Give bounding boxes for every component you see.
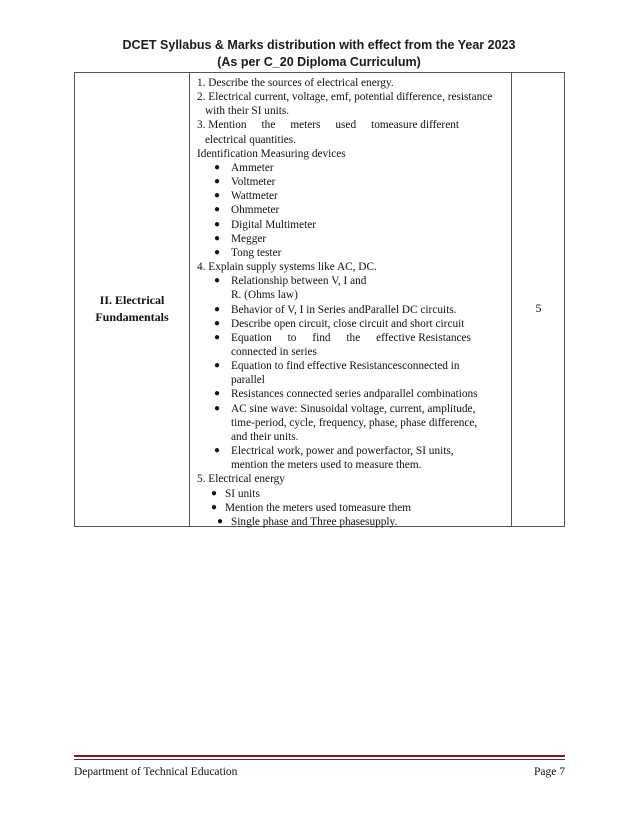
content-line: 5. Electrical energy (197, 473, 285, 486)
list-item: ● Electrical work, power and powerfactor, SI units, (214, 445, 454, 458)
footer-page-number: Page 7 (534, 766, 565, 778)
list-item-continuation: R. (Ohms law) (231, 289, 298, 302)
word: tomeasure different (371, 119, 459, 132)
list-item: ● Ohmmeter (214, 204, 280, 217)
footer-rule (74, 759, 565, 760)
bullet-icon: ● (214, 176, 221, 188)
list-item: ● Resistances connected series andparallel combinations (214, 388, 478, 401)
word: meters (290, 119, 321, 132)
topic-title-line: Fundamentals (95, 310, 169, 324)
bullet-icon: ● (211, 487, 218, 499)
bullet-icon: ● (214, 232, 221, 244)
list-item: ● Describe open circuit, close circuit and short circuit (214, 317, 465, 330)
list-item: ● Voltmeter (214, 176, 276, 189)
list-item-continuation: connected in series (231, 345, 317, 358)
content-line: 4. Explain supply systems like AC, DC. (197, 261, 377, 274)
bullet-icon: ● (214, 402, 221, 414)
word: the (261, 119, 276, 132)
list-item: ● Wattmeter (214, 190, 278, 203)
marks-cell: 5 (535, 301, 542, 315)
footer-department: Department of Technical Education (74, 766, 238, 778)
content-line: 2. Electrical current, voltage, emf, potential difference, resistance (197, 91, 493, 104)
list-item: ● Megger (214, 232, 267, 245)
word: Equation (231, 331, 272, 344)
bullet-icon: ● (214, 190, 221, 202)
list-item: ● Mention the meters used tomeasure them (211, 501, 412, 514)
document-header-title: DCET Syllabus & Marks distribution with effect from the Year 2023 (122, 38, 516, 52)
footer-rule (74, 755, 565, 757)
bullet-icon: ● (214, 303, 221, 315)
bullet-icon: ● (214, 445, 221, 457)
content-line: 1. Describe the sources of electrical energy. (197, 77, 394, 89)
bullet-icon: ● (214, 360, 221, 372)
content-line (197, 118, 507, 132)
content-line: with their SI units. (205, 105, 290, 118)
list-item: ● Digital Multimeter (214, 218, 317, 231)
content-line: electrical quantities. (205, 133, 296, 146)
topic-cell (75, 292, 189, 326)
list-item: ● Tong tester (214, 246, 282, 259)
bullet-icon: ● (214, 331, 221, 343)
word: 3. Mention (197, 119, 247, 132)
list-item-continuation: parallel (231, 374, 265, 387)
word: to (287, 331, 297, 344)
list-item: ● Equation to find effective Resistancesconnected in (214, 360, 460, 373)
topic-title-line: II. Electrical (99, 293, 165, 307)
list-item-continuation: mention the meters used to measure them. (231, 459, 422, 472)
word: the (346, 331, 361, 344)
list-item: ● Relationship between V, I and (214, 275, 367, 288)
bullet-icon: ● (211, 501, 218, 513)
list-item: ● Single phase and Three phasesupply. (217, 515, 398, 528)
bullet-icon: ● (214, 317, 221, 329)
column-divider (511, 73, 512, 526)
bullet-icon: ● (214, 218, 221, 230)
list-item: ● Behavior of V, I in Series andParallel DC circuits. (214, 303, 457, 316)
list-item: ● AC sine wave: Sinusoidal voltage, current, amplitude, (214, 402, 476, 415)
bullet-icon: ● (214, 275, 221, 287)
column-divider (189, 73, 190, 526)
bullet-icon: ● (217, 515, 224, 527)
list-item-continuation: and their units. (231, 430, 299, 443)
content-cell (197, 76, 507, 529)
content-line: Identification Measuring devices (197, 147, 346, 160)
word: effective Resistances (376, 331, 471, 344)
bullet-icon: ● (214, 246, 221, 258)
list-item: ● Ammeter (214, 161, 274, 174)
syllabus-table (74, 72, 565, 527)
bullet-icon: ● (214, 388, 221, 400)
bullet-icon: ● (214, 161, 221, 173)
document-header-subtitle: (As per C_20 Diploma Curriculum) (217, 55, 421, 69)
list-item: ● SI units (211, 487, 260, 500)
bullet-icon: ● (214, 204, 221, 216)
list-item-continuation: time-period, cycle, frequency, phase, phase difference, (231, 416, 478, 429)
list-item (197, 331, 507, 345)
word: used (335, 119, 357, 132)
word: find (312, 331, 331, 344)
